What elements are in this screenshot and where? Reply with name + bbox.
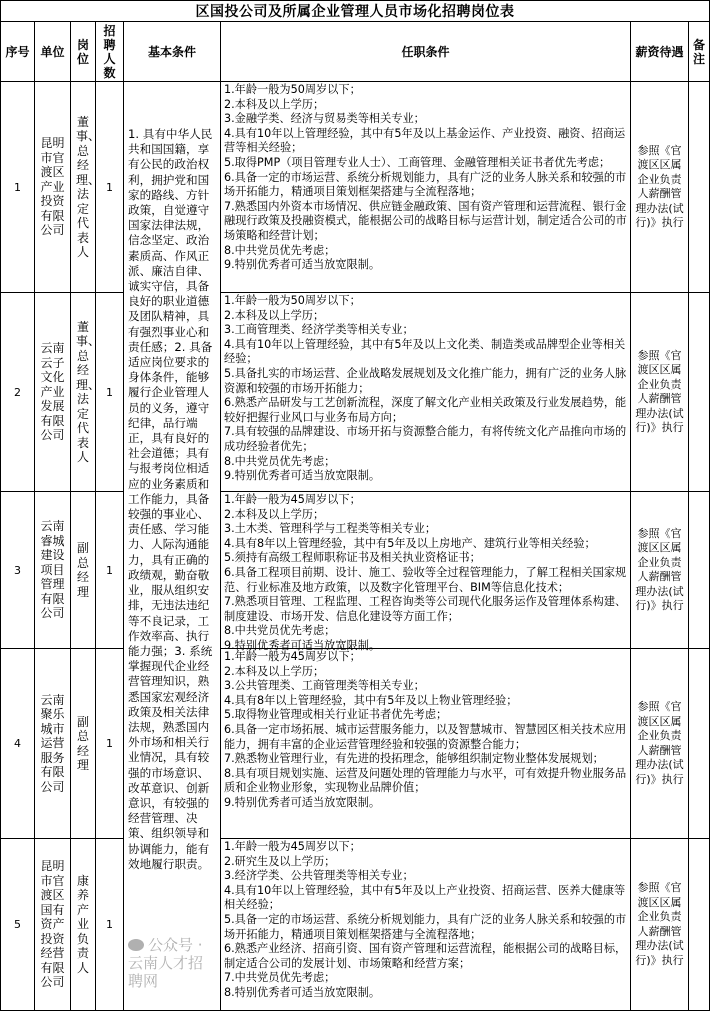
table-row — [1, 293, 710, 492]
requirement-item: 8.中共党员优先考虑； — [224, 624, 336, 638]
requirement-item: 4.具有10年以上管理经验，其中有5年及以上文化类、制造类或品牌型企业等相关经验； — [224, 337, 626, 366]
requirement-item: 1.年龄一般为50周岁以下； — [224, 294, 361, 307]
requirement-item: 1.年龄一般为50周岁以下； — [224, 83, 361, 96]
unit-cell: 昆明市官渡区国有资产投资经营有限公司 — [35, 839, 71, 1011]
table-row — [1, 492, 710, 649]
requirements-cell — [221, 492, 631, 652]
requirement-item: 7.中共党员优先考虑； — [224, 971, 336, 985]
unit-cell: 云南聚乐城市运营服务有限公司 — [35, 649, 71, 839]
post-cell: 副总经理 — [71, 492, 96, 649]
requirement-item: 6.具备一定的市场运营、系统分析规划能力，具有广泛的业务人脉关系和较强的市场开拓能力，精通项目策划框架搭建与全流程落地； — [224, 170, 627, 199]
salary-cell: 参照《官渡区区属企业负责人薪酬管理办法(试行)》执行 — [631, 82, 689, 293]
requirement-item: 3.金融学类、经济与贸易类等相关专业； — [224, 112, 425, 126]
seq-cell: 3 — [1, 492, 35, 649]
header-post: 岗位 — [71, 22, 96, 82]
requirement-item: 9.特别优秀者可适当放宽限制。 — [224, 258, 381, 272]
requirement-item: 9.特别优秀者可适当放宽限制。 — [224, 638, 381, 652]
remark-cell — [689, 293, 710, 492]
requirement-item: 5.取得PMP（项目管理专业人士）、工商管理、金融管理相关证书者优先考虑； — [224, 155, 611, 169]
header-seq: 序号 — [1, 22, 35, 82]
count-cell: 1 — [96, 82, 124, 293]
requirement-item: 2.本科及以上学历； — [224, 308, 325, 322]
requirement-item: 8.具有项目规划实施、运营及问题处理的管理能力与水平，可有效提升物业服务品质和企业物业形象，实现物业品牌价值； — [224, 766, 627, 795]
table-title: 区国投公司及所属企业管理人员市场化招聘岗位表 — [1, 1, 710, 22]
remark-cell — [689, 649, 710, 839]
header-salary: 薪资待遇 — [631, 22, 689, 82]
requirement-item: 4.具有8年以上管理经验，其中有5年及以上房地产、建筑行业等相关经验； — [224, 536, 596, 550]
requirement-item: 5.取得物业管理或相关行业证书者优先考虑； — [224, 708, 448, 722]
seq-cell: 2 — [1, 293, 35, 492]
requirement-item: 6.熟悉产品研发与工艺创新流程，深度了解文化产业相关政策及行业发展趋势，能较好把握行业风口与业务布局方向； — [224, 396, 627, 424]
requirement-item: 7.熟悉项目管理、工程监理、工程咨询类等公司现代化服务运作及管理体系构建、制度建设、市场开发、信息化建设等方面工作； — [224, 595, 627, 623]
header-unit: 单位 — [35, 22, 71, 82]
requirement-item: 1.年龄一般为45周岁以下； — [224, 493, 361, 506]
requirements-cell — [221, 82, 631, 293]
seq-cell: 5 — [1, 839, 35, 1011]
requirements-cell — [221, 649, 631, 839]
count-cell: 1 — [96, 492, 124, 649]
count-cell: 1 — [96, 839, 124, 1011]
post-cell: 董事、总经理、法定代表人 — [71, 293, 96, 492]
watermark — [128, 936, 216, 990]
seq-cell: 1 — [1, 82, 35, 293]
requirement-item: 3.土木类、管理科学与工程类等相关专业； — [224, 522, 437, 536]
post-cell: 董事、总经理、法定代表人 — [71, 82, 96, 293]
header-count: 招聘人数 — [96, 22, 124, 82]
unit-cell: 昆明市官渡区产业投资有限公司 — [35, 82, 71, 293]
requirement-item: 4.具有10年以上管理经验，其中有5年及以上基金运作、产业投资、融资、招商运营等相关经验； — [224, 126, 626, 155]
requirement-item: 2.本科及以上学历； — [224, 664, 325, 678]
basic-conditions-cell: 1. 具有中华人民共和国国籍，享有公民的政治权利，拥护党和国家的路线、方针政策，自觉遵守国家法律法规，信念坚定、政治素质高、作风正派、廉洁自律、诚实守信，具备良好的职业道德及团队精神，具有强烈事业心和责任感；2. 具备适应岗位要求的身体条件，能够履行企业管理人员的义务，遵守纪律，品行端正，具有良好的社会道德；具有与报考岗位相适应的业务素质和工作能力，具备较强的事业心、责任感、学习能力、人际沟通能力，具有正确的政绩观，勤奋敬业，服从组织安排，无违法违纪等不良记录，工作效率高、执行能力强；3. 系统掌握现代企业经营管理知识，熟悉国家宏观经济政策及相关法律法规，熟悉国内外市场和相关行业情况，具有较强的市场意识、改革意识、创新意识，有较强的经营管理、决策、组织领导和协调能力，能有效地履行职责。 — [124, 82, 221, 1011]
requirement-item: 9.特别优秀者可适当放宽限制。 — [224, 795, 381, 809]
requirement-item: 3.公共管理类、工商管理类等相关专业； — [224, 679, 425, 693]
header-row — [1, 22, 710, 82]
salary-cell: 参照《官渡区区属企业负责人薪酬管理办法(试行)》执行 — [631, 492, 689, 649]
requirement-item: 4.具有10年以上管理经验，其中有5年及以上产业投资、招商运营、医养大健康等相关经验； — [224, 883, 626, 912]
post-cell: 康养产业负责人 — [71, 839, 96, 1011]
salary-cell: 参照《官渡区区属企业负责人薪酬管理办法(试行)》执行 — [631, 293, 689, 492]
requirement-item: 4.具有8年以上管理经验，其中有5年及以上物业管理经验； — [224, 693, 518, 707]
post-cell: 副总经理 — [71, 649, 96, 839]
remark-cell — [689, 839, 710, 1011]
seq-cell: 4 — [1, 649, 35, 839]
requirement-item: 3.经济学类、公共管理类等相关专业； — [224, 869, 414, 883]
requirements-cell — [221, 293, 631, 492]
requirement-item: 5.具备一定的市场运营、系统分析规划能力，具有广泛的业务人脉关系和较强的市场开拓能力，精通项目策划框架搭建与全流程落地； — [224, 912, 627, 941]
requirement-item: 7.熟悉国内外资本市场情况、供应链金融政策、国有资产管理和运营流程、银行金融现行政策及投融资模式，能根据公司的战略目标与运营计划，制定适合公司的市场策略和经营计划； — [224, 199, 627, 242]
watermark-text: 公众号 · 云南人才招聘网 — [128, 936, 204, 990]
requirement-item: 5.具备扎实的市场运营、企业战略发展规划及文化推广能力，拥有广泛的业务人脉资源和较强的市场开拓能力； — [224, 366, 627, 395]
header-requirements: 任职条件 — [221, 22, 631, 82]
requirement-item: 6.具备一定市场拓展、城市运营服务能力，以及智慧城市、智慧园区相关技术应用能力，拥有丰富的企业运营管理经验和较强的资源整合能力； — [224, 722, 627, 751]
requirement-item: 8.特别优秀者可适当放宽限制。 — [224, 985, 381, 999]
requirement-item: 7.具有较强的品牌建设、市场开拓与资源整合能力，有将传统文化产品推向市场的成功经验者优先； — [224, 425, 627, 453]
header-basic: 基本条件 — [124, 22, 221, 82]
table-row — [1, 82, 710, 293]
count-cell: 1 — [96, 649, 124, 839]
requirement-item: 1.年龄一般为45周岁以下； — [224, 840, 361, 853]
requirement-item: 2.本科及以上学历； — [224, 507, 325, 521]
requirement-item: 2.研究生及以上学历； — [224, 854, 336, 868]
requirement-item: 2.本科及以上学历； — [224, 97, 325, 111]
unit-cell: 云南云子文化产业发展有限公司 — [35, 293, 71, 492]
remark-cell — [689, 82, 710, 293]
table-row — [1, 839, 710, 1011]
requirement-item: 8.中共党员优先考虑； — [224, 243, 336, 257]
requirement-item: 6.熟悉产业经济、招商引资、国有资产管理和运营流程，能根据公司的战略目标，制定适合公司的发展计划、市场策略和经营方案； — [224, 942, 627, 970]
table-row — [1, 649, 710, 839]
salary-cell: 参照《官渡区区属企业负责人薪酬管理办法(试行)》执行 — [631, 839, 689, 1011]
requirement-item: 9.特别优秀者可适当放宽限制。 — [224, 469, 381, 483]
requirement-item: 5.须持有高级工程师职称证书及相关执业资格证书； — [224, 551, 481, 565]
requirements-cell — [221, 839, 631, 1011]
remark-cell — [689, 492, 710, 649]
salary-cell: 参照《官渡区区属企业负责人薪酬管理办法(试行)》执行 — [631, 649, 689, 839]
requirement-item: 6.具备工程项目前期、设计、施工、验收等全过程管理能力，了解工程相关国家规范、行业标准及地方政策，以及数字化管理平台、BIM等信息化技术； — [224, 565, 627, 594]
requirement-item: 8.中共党员优先考虑； — [224, 454, 336, 468]
requirement-item: 7.熟悉物业管理行业，有先进的投拓理念，能够组织制定物业整体发展规划； — [224, 752, 604, 766]
unit-cell: 云南睿城建设项目管理有限公司 — [35, 492, 71, 649]
count-cell: 1 — [96, 293, 124, 492]
header-remark: 备注 — [689, 22, 710, 82]
requirement-item: 1.年龄一般为45周岁以下； — [224, 650, 361, 663]
wechat-icon — [128, 939, 144, 951]
requirement-item: 3.工商管理类、经济学类等相关专业； — [224, 323, 414, 337]
